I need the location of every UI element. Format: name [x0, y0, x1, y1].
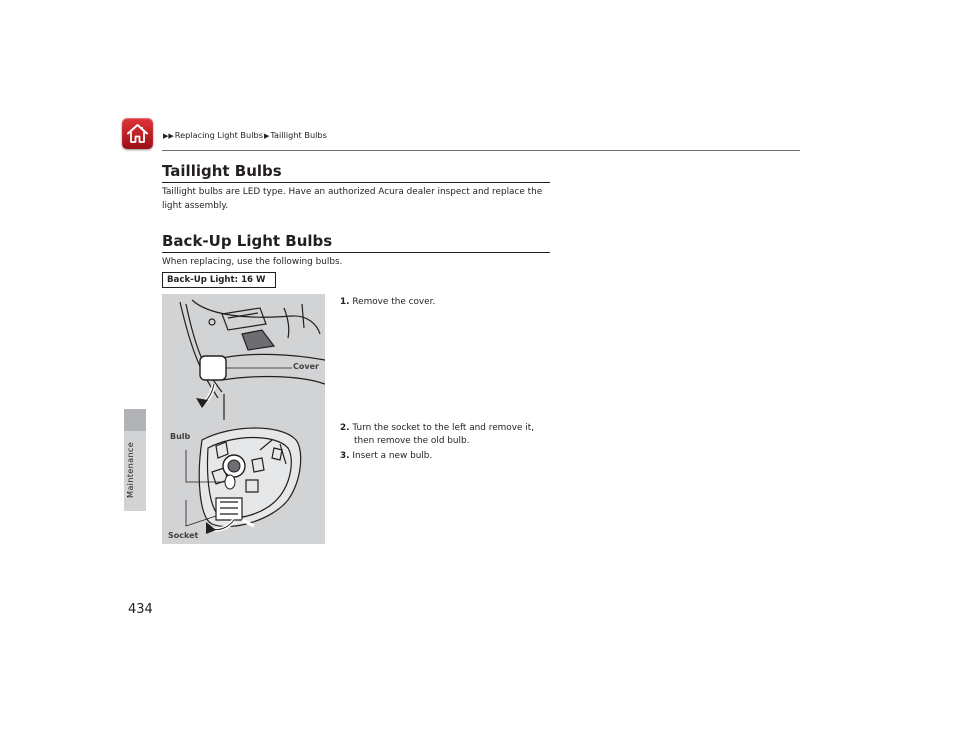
taillight-description-line-2: light assembly.: [162, 200, 229, 211]
header-divider: [162, 150, 800, 151]
callout-bulb: Bulb: [170, 432, 191, 441]
section-divider: [162, 252, 550, 253]
step-number: 1.: [340, 297, 350, 307]
home-icon: [126, 122, 149, 145]
figure-remove-socket: [162, 420, 325, 544]
section-tab-label: Maintenance: [125, 441, 135, 498]
step-text: Insert a new bulb.: [352, 451, 433, 461]
breadcrumb: [162, 130, 327, 140]
step-text-continued: then remove the old bulb.: [354, 436, 470, 446]
step-1: [340, 296, 435, 309]
page-number: 434: [128, 602, 153, 617]
triangle-right-icon: ▶: [263, 132, 270, 140]
triangle-right-icon: ▶▶: [163, 132, 174, 140]
home-button[interactable]: [122, 118, 153, 149]
taillight-description-line-1: Taillight bulbs are LED type. Have an authorized Acura dealer inspect and replace the: [162, 187, 543, 197]
step-text: Remove the cover.: [352, 297, 436, 307]
callout-cover: Cover: [293, 362, 319, 371]
back-up-intro: When replacing, use the following bulbs.: [162, 257, 343, 267]
step-3: [340, 450, 432, 463]
section-divider: [162, 182, 550, 183]
step-number: 3.: [340, 451, 350, 461]
section-title-back-up-light-bulbs: Back-Up Light Bulbs: [162, 232, 333, 250]
step-2: [340, 422, 570, 448]
taillight-description: [162, 186, 562, 213]
breadcrumb-current-taillight-bulbs[interactable]: Taillight Bulbs: [270, 130, 327, 140]
step-number: 2.: [340, 423, 350, 433]
illustration-tailgate-cover: [162, 294, 325, 420]
callout-socket: Socket: [168, 531, 199, 540]
step-text: Turn the socket to the left and remove it,: [352, 423, 535, 433]
section-tab-marker: [124, 409, 146, 431]
breadcrumb-link-replacing-light-bulbs[interactable]: Replacing Light Bulbs: [174, 130, 263, 140]
figure-remove-cover: [162, 294, 325, 420]
bulb-spec-box: Back-Up Light: 16 W: [162, 272, 276, 288]
section-title-taillight-bulbs: Taillight Bulbs: [162, 162, 282, 180]
